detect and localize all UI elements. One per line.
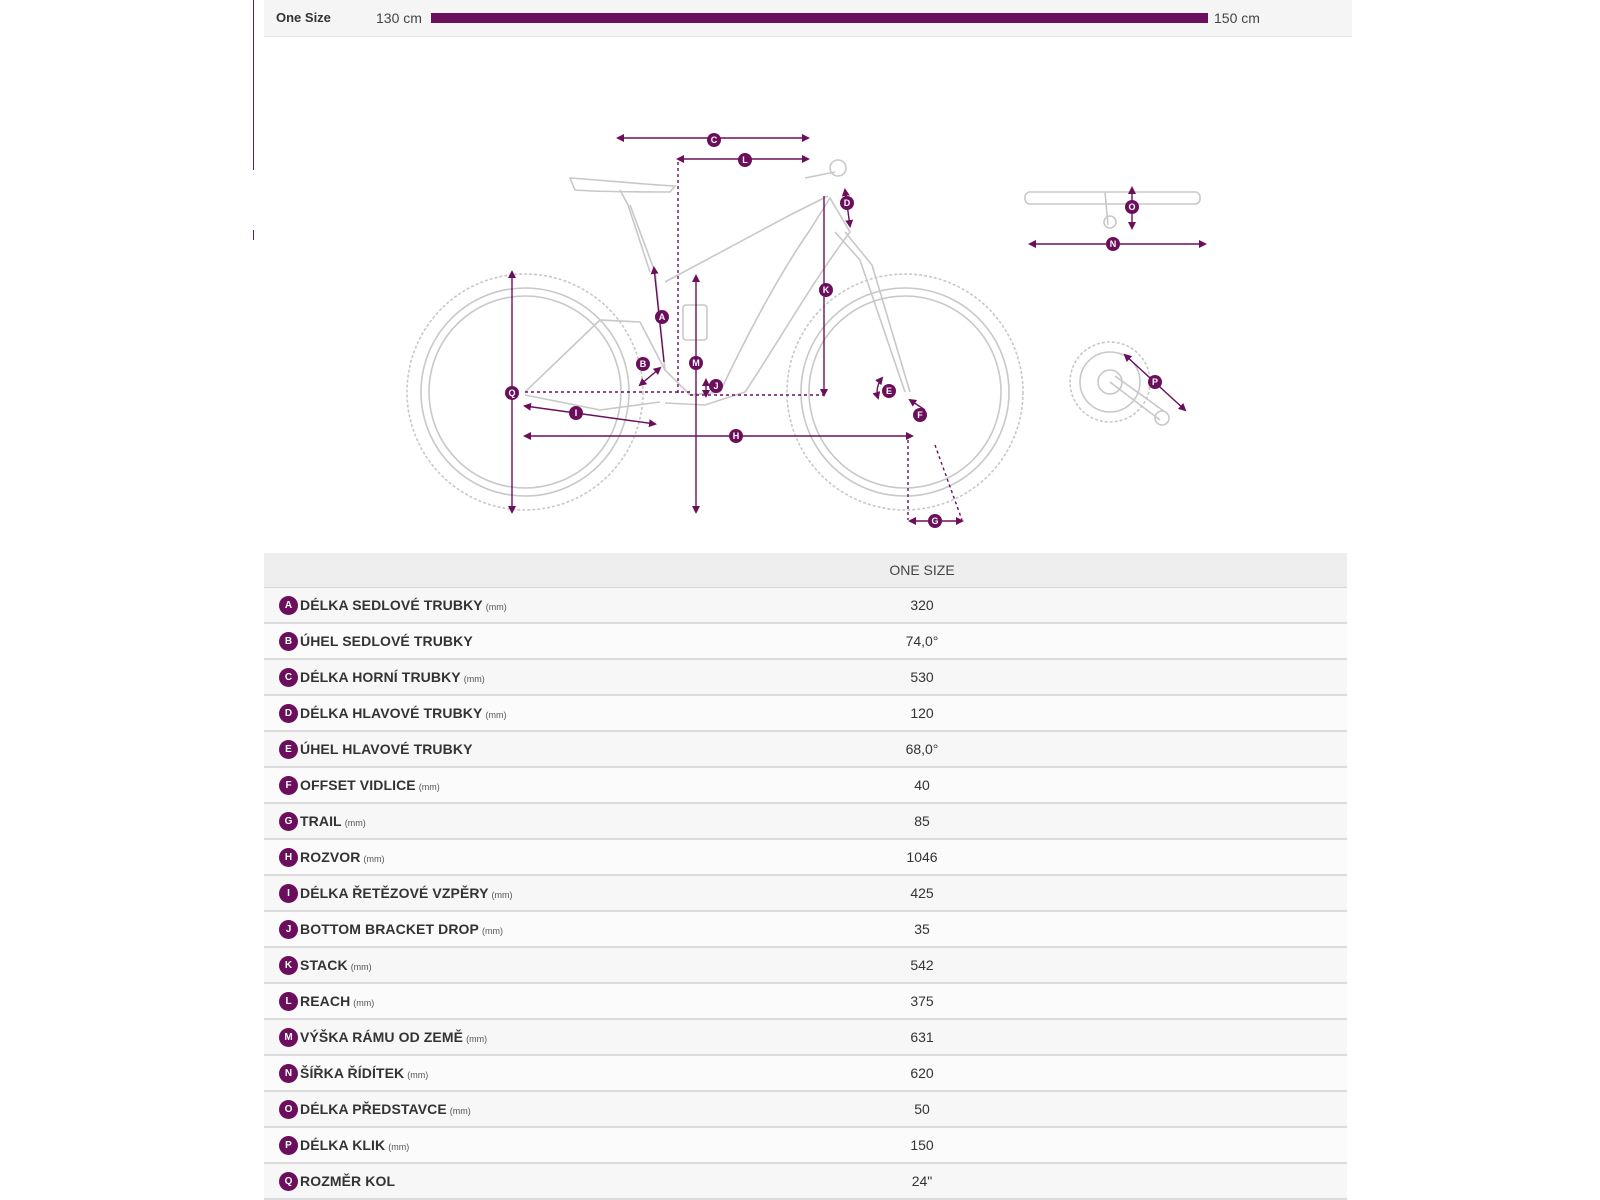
row-value-cell bbox=[867, 1091, 1347, 1127]
marker-j bbox=[709, 379, 723, 393]
marker-e bbox=[882, 384, 896, 398]
marker-i bbox=[569, 406, 583, 420]
row-unit: (mm) bbox=[449, 1106, 471, 1116]
row-letter-badge: L bbox=[279, 992, 298, 1011]
row-unit: (mm) bbox=[353, 998, 375, 1008]
row-letter-cell bbox=[264, 1019, 300, 1055]
row-parameter-name: ROZMĚR KOL bbox=[300, 1173, 396, 1189]
marker-f bbox=[913, 408, 927, 422]
svg-text:I: I bbox=[574, 408, 578, 418]
size-label: One Size bbox=[276, 10, 331, 25]
row-parameter-name: BOTTOM BRACKET DROP bbox=[300, 921, 479, 937]
table-row bbox=[264, 839, 1347, 875]
table-row bbox=[264, 983, 1347, 1019]
marker-h bbox=[729, 429, 743, 443]
row-letter-cell bbox=[264, 839, 300, 875]
size-max-height: 150 cm bbox=[1214, 10, 1260, 26]
row-unit: (mm) bbox=[418, 782, 440, 792]
marker-l bbox=[738, 153, 752, 167]
marker-d bbox=[840, 196, 854, 210]
row-value-cell bbox=[867, 1127, 1347, 1163]
row-letter-cell bbox=[264, 875, 300, 911]
row-value-cell bbox=[867, 1163, 1347, 1199]
row-letter-badge: D bbox=[279, 704, 298, 723]
row-parameter-name: REACH bbox=[300, 993, 351, 1009]
bike-geometry-diagram bbox=[0, 0, 1600, 560]
row-parameter-name: ŠÍŘKA ŘÍDÍTEK bbox=[300, 1065, 405, 1081]
row-unit: (mm) bbox=[363, 854, 385, 864]
row-letter-badge: H bbox=[279, 848, 298, 867]
row-letter-cell bbox=[264, 911, 300, 947]
row-letter-cell bbox=[264, 588, 300, 624]
row-parameter-name: ÚHEL SEDLOVÉ TRUBKY bbox=[300, 633, 473, 649]
table-row bbox=[264, 1019, 1347, 1055]
row-name-cell bbox=[300, 1163, 867, 1199]
table-row bbox=[264, 588, 1347, 624]
row-value: 50 bbox=[914, 1101, 930, 1117]
row-parameter-name: DÉLKA KLIK bbox=[300, 1137, 386, 1153]
row-value: 530 bbox=[910, 669, 934, 685]
row-letter-badge: I bbox=[279, 884, 298, 903]
svg-text:K: K bbox=[822, 285, 830, 295]
size-range-track bbox=[431, 13, 1208, 23]
row-parameter-name: ÚHEL HLAVOVÉ TRUBKY bbox=[300, 741, 473, 757]
marker-k bbox=[819, 283, 833, 297]
row-parameter-name: TRAIL bbox=[300, 813, 342, 829]
left-edge-line bbox=[253, 0, 254, 170]
table-row bbox=[264, 911, 1347, 947]
row-value: 120 bbox=[910, 705, 934, 721]
row-value: 542 bbox=[910, 957, 934, 973]
row-value-cell bbox=[867, 875, 1347, 911]
row-name-cell bbox=[300, 1127, 867, 1163]
row-value: 150 bbox=[910, 1137, 934, 1153]
row-letter-cell bbox=[264, 767, 300, 803]
row-parameter-name: DÉLKA PŘEDSTAVCE bbox=[300, 1101, 447, 1117]
row-name-cell bbox=[300, 731, 867, 767]
row-letter-badge: E bbox=[279, 740, 298, 759]
bike-outline bbox=[407, 160, 1200, 510]
row-letter-cell bbox=[264, 623, 300, 659]
marker-c bbox=[707, 133, 721, 147]
svg-text:N: N bbox=[1109, 239, 1117, 249]
row-name-cell bbox=[300, 983, 867, 1019]
row-letter-badge: P bbox=[279, 1136, 298, 1155]
row-value-cell bbox=[867, 659, 1347, 695]
table-row bbox=[264, 767, 1347, 803]
row-value-cell bbox=[867, 983, 1347, 1019]
row-unit: (mm) bbox=[344, 818, 366, 828]
geometry-table-header bbox=[264, 553, 1347, 588]
marker-q bbox=[505, 386, 519, 400]
header-spacer-2 bbox=[300, 553, 867, 588]
row-letter-cell bbox=[264, 947, 300, 983]
column-header-one-size: ONE SIZE bbox=[867, 553, 1347, 588]
row-name-cell bbox=[300, 767, 867, 803]
row-name-cell bbox=[300, 588, 867, 624]
row-value-cell bbox=[867, 767, 1347, 803]
geometry-table bbox=[264, 553, 1347, 1200]
svg-text:H: H bbox=[732, 431, 740, 441]
row-value: 85 bbox=[914, 813, 930, 829]
row-letter-cell bbox=[264, 1055, 300, 1091]
svg-text:C: C bbox=[710, 135, 718, 145]
row-letter-badge: F bbox=[279, 776, 298, 795]
row-unit: (mm) bbox=[481, 926, 503, 936]
row-parameter-name: DÉLKA HLAVOVÉ TRUBKY bbox=[300, 705, 483, 721]
svg-text:L: L bbox=[742, 155, 748, 165]
row-value-cell bbox=[867, 839, 1347, 875]
row-unit: (mm) bbox=[388, 1142, 410, 1152]
left-edge-tick bbox=[253, 230, 254, 240]
row-letter-badge: Q bbox=[279, 1172, 298, 1191]
row-letter-cell bbox=[264, 983, 300, 1019]
row-value-cell bbox=[867, 947, 1347, 983]
table-row bbox=[264, 803, 1347, 839]
geometry-table-body bbox=[264, 588, 1347, 1200]
marker-a bbox=[655, 310, 669, 324]
row-value: 40 bbox=[914, 777, 930, 793]
row-name-cell bbox=[300, 1091, 867, 1127]
table-row bbox=[264, 875, 1347, 911]
row-name-cell bbox=[300, 875, 867, 911]
row-letter-badge: B bbox=[279, 632, 298, 651]
row-name-cell bbox=[300, 1055, 867, 1091]
row-name-cell bbox=[300, 803, 867, 839]
row-value: 1046 bbox=[906, 849, 938, 865]
row-name-cell bbox=[300, 839, 867, 875]
marker-b bbox=[636, 357, 650, 371]
marker-n bbox=[1106, 237, 1120, 251]
marker-o bbox=[1125, 200, 1139, 214]
row-name-cell bbox=[300, 659, 867, 695]
header-spacer bbox=[264, 553, 300, 588]
row-parameter-name: DÉLKA ŘETĚZOVÉ VZPĚRY bbox=[300, 885, 489, 901]
row-value: 68,0° bbox=[905, 741, 939, 757]
row-value: 425 bbox=[910, 885, 934, 901]
row-letter-cell bbox=[264, 695, 300, 731]
row-parameter-name: DÉLKA HORNÍ TRUBKY bbox=[300, 669, 461, 685]
table-row bbox=[264, 695, 1347, 731]
row-name-cell bbox=[300, 947, 867, 983]
svg-text:J: J bbox=[713, 381, 719, 391]
svg-text:P: P bbox=[1151, 377, 1159, 387]
svg-text:G: G bbox=[931, 516, 939, 526]
table-row bbox=[264, 659, 1347, 695]
table-row bbox=[264, 947, 1347, 983]
row-letter-badge: J bbox=[279, 920, 298, 939]
row-name-cell bbox=[300, 1019, 867, 1055]
row-value: 74,0° bbox=[905, 633, 939, 649]
row-name-cell bbox=[300, 623, 867, 659]
row-letter-cell bbox=[264, 1091, 300, 1127]
row-parameter-name: ROZVOR bbox=[300, 849, 361, 865]
row-letter-badge: O bbox=[279, 1100, 298, 1119]
row-unit: (mm) bbox=[485, 710, 507, 720]
row-value: 35 bbox=[914, 921, 930, 937]
svg-text:F: F bbox=[917, 410, 923, 420]
row-letter-cell bbox=[264, 1163, 300, 1199]
row-name-cell bbox=[300, 911, 867, 947]
row-parameter-name: OFFSET VIDLICE bbox=[300, 777, 416, 793]
row-value-cell bbox=[867, 1055, 1347, 1091]
row-letter-badge: C bbox=[279, 668, 298, 687]
svg-text:O: O bbox=[1128, 202, 1136, 212]
table-row bbox=[264, 731, 1347, 767]
row-value-cell bbox=[867, 588, 1347, 624]
row-value-cell bbox=[867, 623, 1347, 659]
row-letter-badge: G bbox=[279, 812, 298, 831]
row-letter-cell bbox=[264, 803, 300, 839]
row-value: 631 bbox=[910, 1029, 934, 1045]
row-unit: (mm) bbox=[485, 602, 507, 612]
row-value: 620 bbox=[910, 1065, 934, 1081]
row-unit: (mm) bbox=[463, 674, 485, 684]
row-parameter-name: STACK bbox=[300, 957, 348, 973]
table-row bbox=[264, 623, 1347, 659]
svg-text:Q: Q bbox=[508, 388, 516, 398]
row-letter-badge: K bbox=[279, 956, 298, 975]
row-unit: (mm) bbox=[491, 890, 513, 900]
row-value-cell bbox=[867, 803, 1347, 839]
marker-p bbox=[1148, 375, 1162, 389]
row-unit: (mm) bbox=[407, 1070, 429, 1080]
row-letter-badge: A bbox=[279, 596, 298, 615]
marker-m bbox=[689, 356, 703, 370]
row-name-cell bbox=[300, 695, 867, 731]
row-letter-cell bbox=[264, 659, 300, 695]
row-value: 24" bbox=[911, 1173, 933, 1189]
svg-text:E: E bbox=[885, 386, 893, 396]
table-row bbox=[264, 1091, 1347, 1127]
row-value-cell bbox=[867, 1019, 1347, 1055]
row-parameter-name: VÝŠKA RÁMU OD ZEMĚ bbox=[300, 1029, 464, 1045]
row-unit: (mm) bbox=[466, 1034, 488, 1044]
size-range-bar bbox=[264, 0, 1352, 37]
svg-text:A: A bbox=[658, 312, 666, 322]
row-value: 375 bbox=[910, 993, 934, 1009]
table-row bbox=[264, 1163, 1347, 1199]
row-parameter-name: DÉLKA SEDLOVÉ TRUBKY bbox=[300, 597, 483, 613]
size-min-height: 130 cm bbox=[376, 10, 422, 26]
dimension-lines bbox=[512, 138, 1205, 521]
table-row bbox=[264, 1055, 1347, 1091]
svg-text:M: M bbox=[692, 358, 700, 368]
row-letter-badge: N bbox=[279, 1064, 298, 1083]
row-value-cell bbox=[867, 695, 1347, 731]
row-value: 320 bbox=[910, 597, 934, 613]
svg-text:B: B bbox=[639, 359, 647, 369]
row-unit: (mm) bbox=[350, 962, 372, 972]
row-letter-cell bbox=[264, 1127, 300, 1163]
row-letter-cell bbox=[264, 731, 300, 767]
svg-text:D: D bbox=[843, 198, 851, 208]
row-value-cell bbox=[867, 731, 1347, 767]
row-letter-badge: M bbox=[279, 1028, 298, 1047]
row-value-cell bbox=[867, 911, 1347, 947]
marker-g bbox=[928, 514, 942, 528]
table-row bbox=[264, 1127, 1347, 1163]
